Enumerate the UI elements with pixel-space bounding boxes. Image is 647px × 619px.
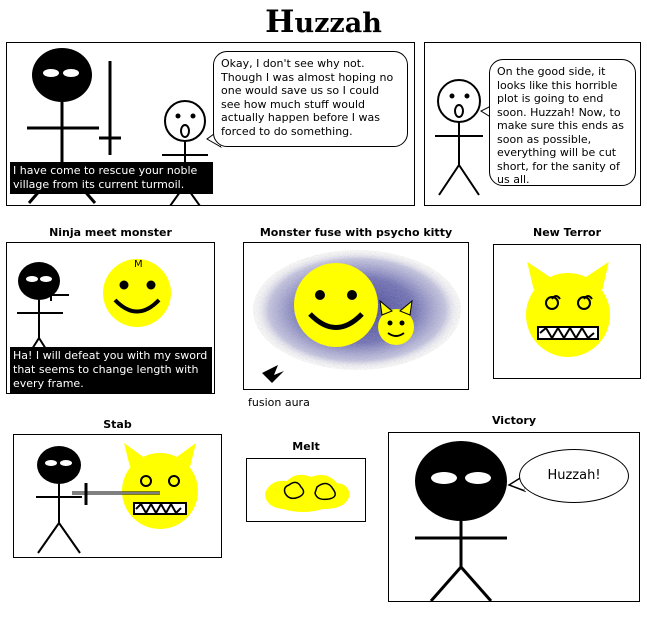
villager2-speech-bubble: [489, 59, 636, 186]
fusion-aura-note-text: fusion aura: [248, 396, 310, 409]
panel-stab: [13, 434, 222, 558]
panel-melt-art: [247, 459, 366, 522]
panel-new-terror-art: [494, 245, 641, 379]
panel-ninja-meet-monster: [6, 242, 215, 394]
panel-label-text: New Terror: [533, 226, 601, 239]
villager2-speech-text: On the good side, it looks like this horrible plot is going to end soon. Huzzah! Now, to make sure this ends as soon as possible, everything will be cut short, for the sanity of us all.: [497, 65, 624, 186]
title-rest: uzzah: [294, 8, 382, 39]
panel-new-terror: [493, 244, 641, 379]
panel-melt: [246, 458, 366, 522]
panel-label-text: Ninja meet monster: [49, 226, 172, 239]
panel-label-text: Monster fuse with psycho kitty: [259, 226, 453, 239]
panel-label-melt: [246, 440, 366, 453]
title-first-letter: H: [265, 4, 295, 40]
panel-good-side: [424, 42, 641, 206]
ninja-stab-caption: [10, 347, 212, 393]
fusion-aura-note: [248, 396, 310, 409]
panel-fusion: [243, 242, 469, 390]
panel-label-ninja-meet-monster: [6, 226, 215, 239]
victory-speech-bubble: [519, 449, 629, 503]
victory-speech-text: Huzzah!: [547, 468, 601, 484]
panel-label-new-terror: [493, 226, 641, 239]
panel-fusion-art: [244, 243, 469, 390]
ninja-caption-text: I have come to rescue your noble village from its current turmoil.: [13, 164, 198, 191]
page-title: [0, 4, 647, 40]
panel-label-text: Melt: [292, 440, 320, 453]
ninja-stab-caption-text: Ha! I will defeat you with my sword that seems to change length with every frame.: [13, 349, 208, 390]
panel-label-stab: [13, 418, 222, 431]
panel-label-victory: [388, 414, 640, 427]
ninja-caption: [10, 162, 213, 194]
panel-intro: [6, 42, 415, 206]
panel-victory: [388, 432, 640, 602]
panel-stab-art: [14, 435, 222, 558]
svg-text:M: M: [134, 259, 143, 270]
panel-label-fusion: [243, 226, 469, 239]
panel-label-text: Stab: [103, 418, 132, 431]
villager-speech-text: Okay, I don't see why not. Though I was almost hoping no one would save us so I could see how much stuff would actually happen before I was forced to do something.: [221, 57, 394, 138]
villager-speech-bubble: [213, 51, 408, 147]
panel-label-text: Victory: [491, 414, 537, 427]
